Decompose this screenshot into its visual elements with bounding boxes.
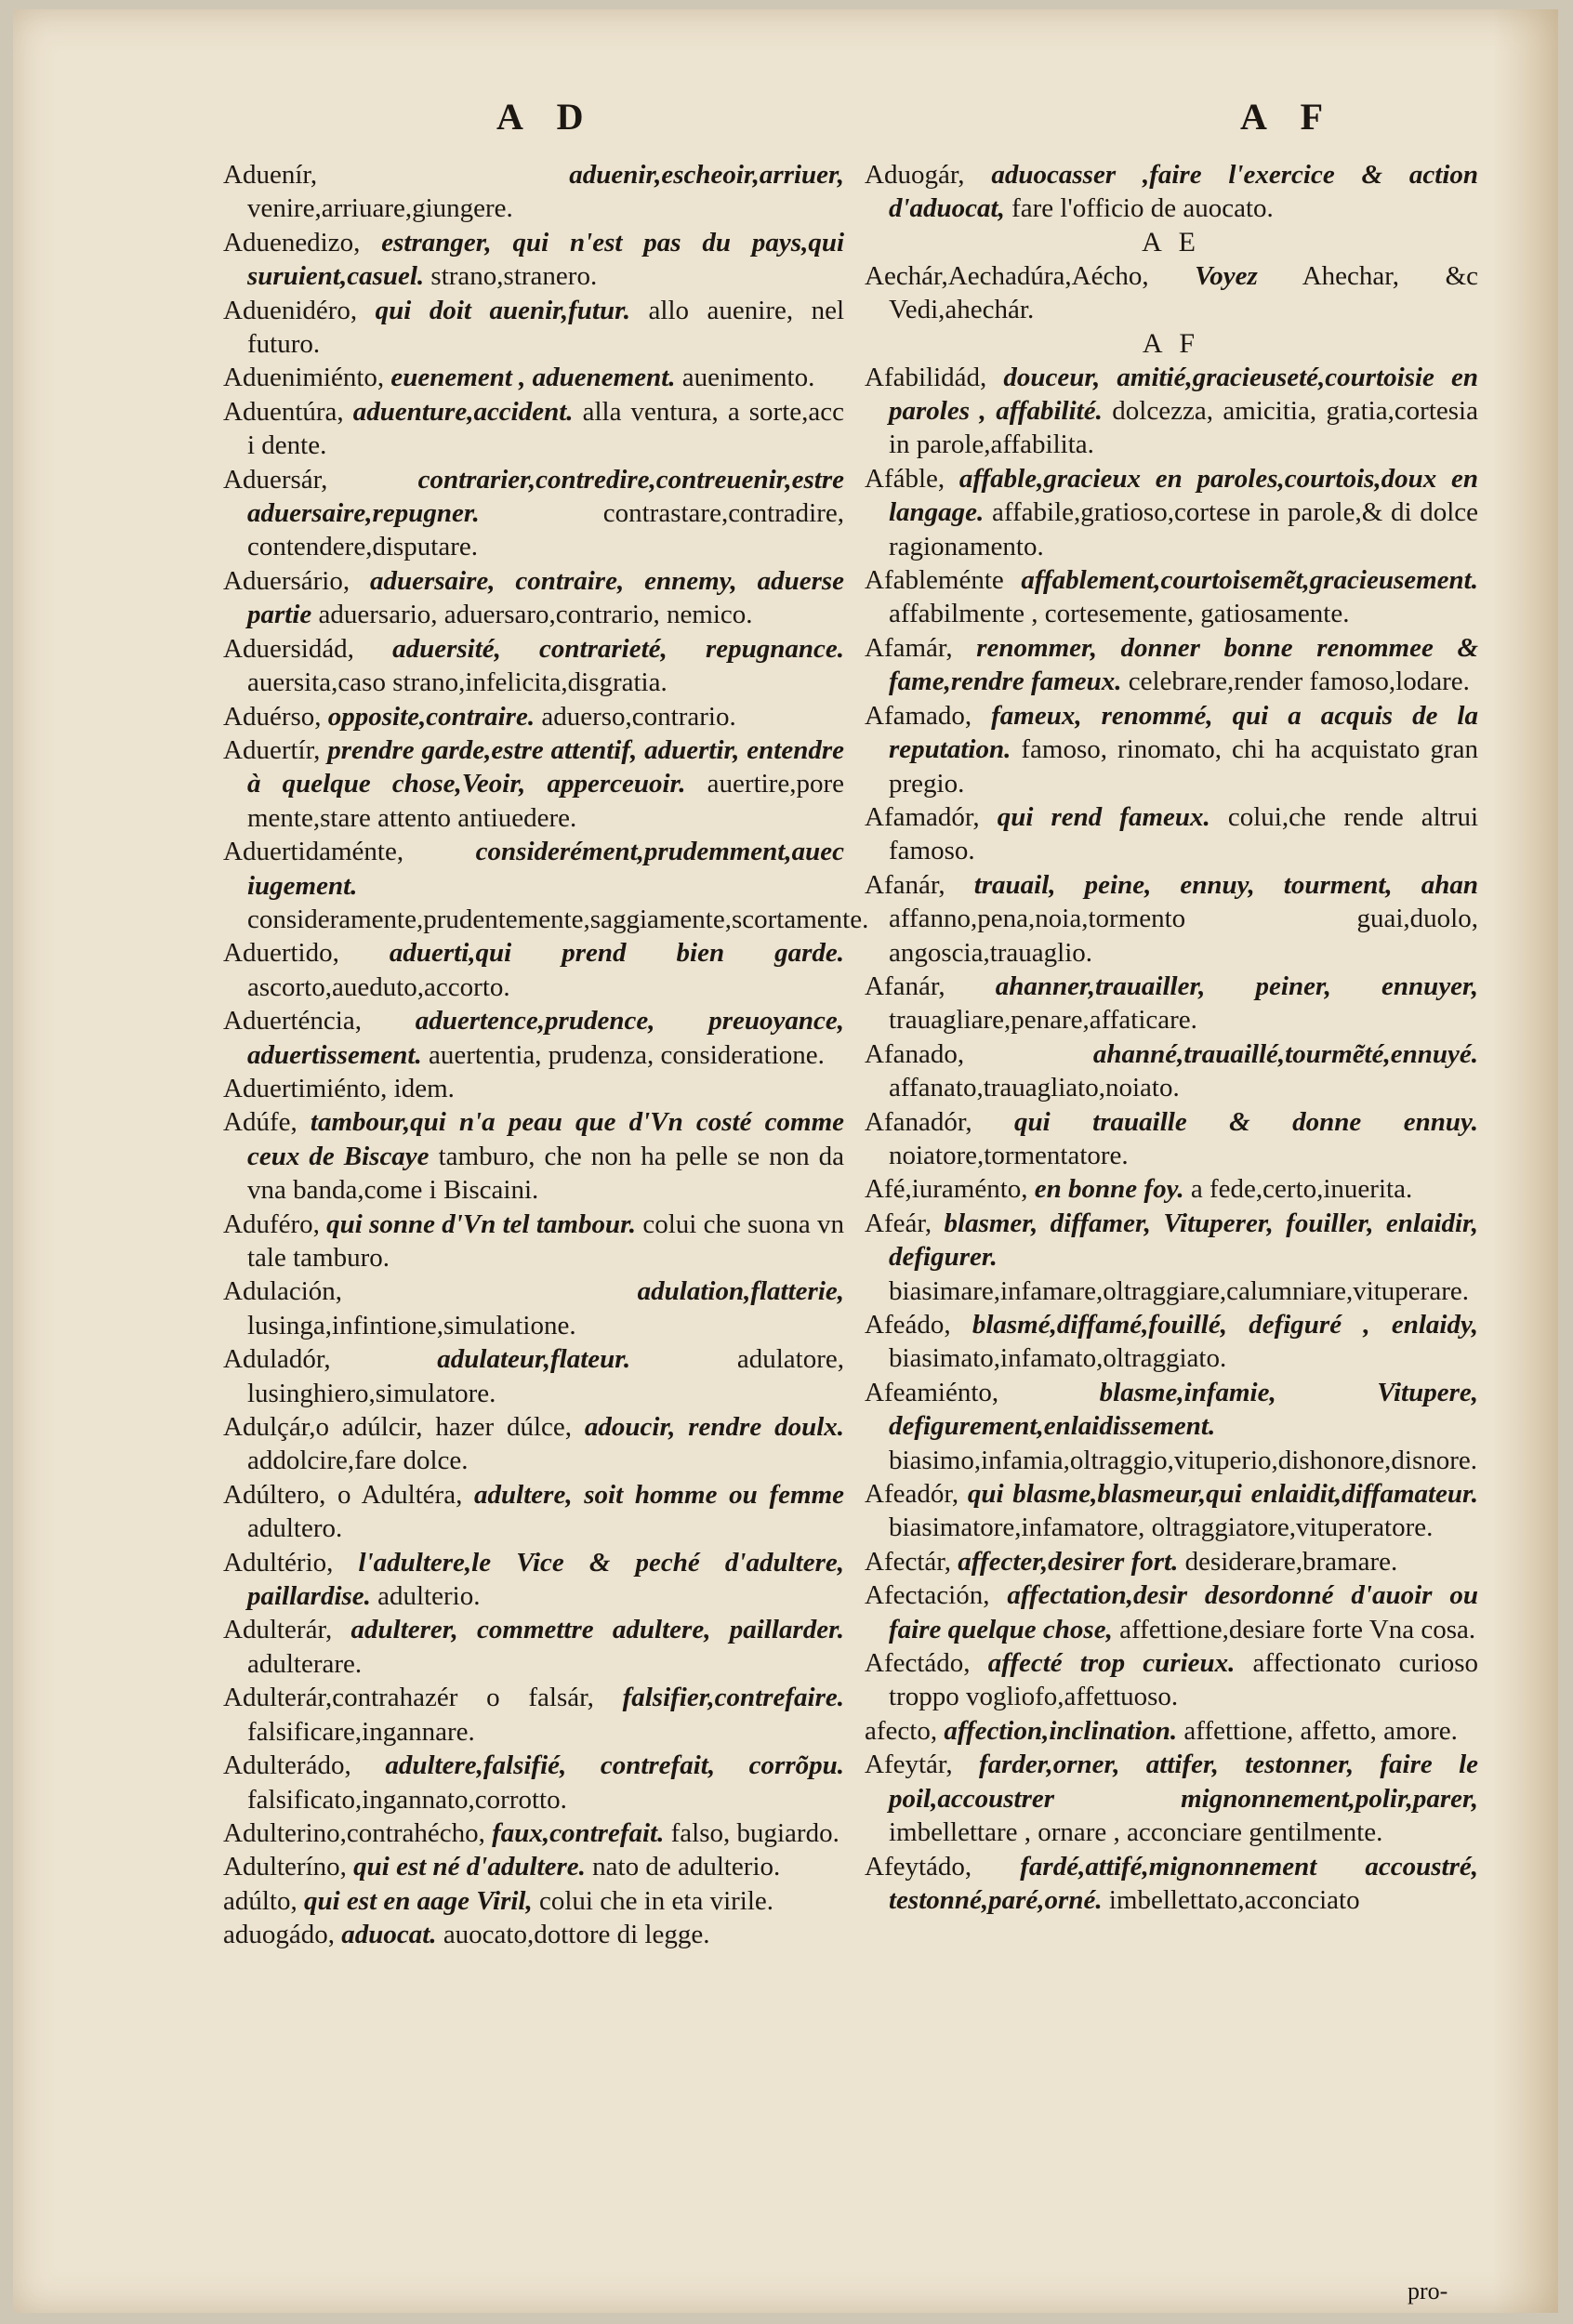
dictionary-entry	[223, 463, 844, 564]
dictionary-entry	[223, 632, 844, 700]
left-column	[223, 158, 869, 1952]
entry-french-gloss: ahanner,trauailler, peiner, ennuyer,	[995, 971, 1478, 1001]
entry-french-gloss: fameux, renommé, qui a acquis de la reputation.	[889, 700, 1478, 765]
entry-italian-gloss: venire,arriuare,giungere.	[247, 193, 513, 224]
entry-italian-gloss: affabilmente , cortesemente, gatiosamente.	[889, 599, 1350, 629]
entry-french-gloss: aduocat.	[341, 1920, 437, 1950]
entry-french-gloss: qui rend fameux.	[997, 801, 1210, 832]
dictionary-entry	[865, 563, 1478, 631]
dictionary-entry	[865, 1308, 1478, 1376]
entry-headword: afecto,	[865, 1715, 938, 1746]
dictionary-entry	[865, 1748, 1478, 1849]
entry-headword: Afanár,	[865, 971, 945, 1001]
entry-italian-gloss: strano,stranero.	[430, 261, 598, 292]
dictionary-entry	[865, 1646, 1478, 1714]
entry-french-gloss: blasmer, diffamer, Vituperer, fouiller, enlaidir, defigurer.	[889, 1208, 1478, 1273]
entry-italian-gloss: fare l'officio de auocato.	[1011, 193, 1274, 224]
entry-headword: Afamár,	[865, 632, 953, 663]
dictionary-entry	[223, 158, 844, 226]
dictionary-entry	[865, 361, 1478, 462]
dictionary-entry	[223, 1546, 844, 1614]
entry-french-gloss: contrarier,contredire,contreuenir,estre aduersaire,repugner.	[247, 464, 844, 529]
entry-italian-gloss: adulatore, lusinghiero,simulatore.	[247, 1344, 844, 1408]
entry-italian-gloss: addolcire,fare dolce.	[247, 1446, 469, 1476]
entry-headword: Afeádo,	[865, 1310, 951, 1340]
entry-headword: Aduertido,	[223, 938, 339, 969]
entry-italian-gloss: auertire,pore mente,stare attento antiuedere.	[247, 769, 844, 833]
entry-french-gloss: qui est né d'adultere.	[353, 1852, 586, 1882]
right-column	[865, 158, 1478, 1917]
entry-french-gloss: qui doit auenir,futur.	[375, 295, 631, 325]
entry-headword: Adúfe,	[223, 1107, 297, 1138]
dictionary-entry	[865, 1376, 1478, 1477]
dictionary-entry	[865, 462, 1478, 563]
entry-french-gloss: adultere,falsifié, contrefait, corrõpu.	[385, 1750, 844, 1781]
entry-italian-gloss: adulterare.	[247, 1648, 363, 1679]
entry-italian-gloss: lusinga,infintione,simulatione.	[247, 1310, 576, 1340]
entry-headword: Aduenidéro,	[223, 295, 358, 325]
dictionary-entry	[223, 1410, 844, 1478]
dictionary-entry	[865, 1545, 1478, 1578]
dictionary-entry	[865, 1850, 1478, 1918]
catchword: pro-	[1408, 2278, 1448, 2304]
entry-french-gloss: aduerti,qui prend bien garde.	[389, 938, 844, 969]
entry-italian-gloss: adulterio.	[377, 1581, 481, 1612]
dictionary-entry	[223, 700, 844, 733]
entry-headword: Afanár,	[865, 869, 945, 900]
dictionary-entry	[223, 835, 869, 936]
running-head-right: A F	[1240, 96, 1337, 138]
dictionary-entry	[223, 1850, 844, 1883]
entry-italian-gloss: famoso, rinomato, chi ha acquistato gran pregio.	[889, 734, 1478, 799]
entry-headword: Afeár,	[865, 1208, 932, 1238]
entry-italian-gloss: biasimato,infamato,oltraggiato.	[889, 1343, 1227, 1374]
entry-italian-gloss: consideramente,prudentemente,saggiamente,scortamente.	[247, 904, 869, 934]
dictionary-entry	[865, 1714, 1478, 1748]
entry-french-gloss: renommer, donner bonne renommee & fame,rendre fameux.	[889, 632, 1478, 697]
dictionary-entry	[223, 1004, 844, 1072]
dictionary-entry	[865, 631, 1478, 699]
dictionary-entry	[223, 1613, 844, 1681]
dictionary-entry	[223, 1342, 844, 1410]
entry-french-gloss: qui trauaille & donne ennuy.	[1014, 1106, 1479, 1137]
entry-italian-gloss: nato de adulterio.	[592, 1852, 781, 1882]
entry-headword: Aduféro,	[223, 1208, 320, 1239]
entry-italian-gloss: affabile,gratioso,cortese in parole,& di dolce ragionamento.	[889, 497, 1478, 561]
entry-headword: Afabilidád,	[865, 362, 987, 392]
dictionary-entry	[223, 1918, 844, 1951]
dictionary-entry	[223, 936, 844, 1004]
entry-headword: Afeamiénto,	[865, 1377, 999, 1407]
entry-headword: Afectár,	[865, 1546, 952, 1577]
entry-headword: Adulación,	[223, 1276, 343, 1307]
entry-italian-gloss: alla ventura, a sorte,acc i dente.	[247, 396, 844, 461]
entry-french-gloss: euenement , aduenement.	[390, 363, 676, 393]
entry-french-gloss: tambour,qui n'a peau que d'Vn costé comme ceux de Biscaye	[247, 1107, 845, 1171]
entry-french-gloss: faux,contrefait.	[492, 1817, 665, 1848]
entry-french-gloss: aduenture,accident.	[352, 396, 574, 427]
entry-french-gloss: fardé,attifé,mignonnement accoustré, testonné,paré,orné.	[889, 1851, 1478, 1915]
entry-headword: Aduersidád,	[223, 633, 354, 664]
dictionary-entry	[223, 1749, 844, 1816]
dictionary-entry	[223, 1478, 844, 1546]
entry-italian-gloss: affanato,trauagliato,noiato.	[889, 1073, 1180, 1103]
entry-italian-gloss: falso, bugiardo.	[670, 1817, 839, 1848]
entry-headword: Adulçár,o adúlcir, hazer dúlce,	[223, 1412, 573, 1443]
entry-french-gloss: trauail, peine, ennuy, tourment, ahan	[973, 869, 1478, 900]
entry-headword: Aduérso,	[223, 701, 322, 732]
dictionary-entry	[865, 259, 1478, 327]
entry-french-gloss: affecter,desirer fort.	[958, 1546, 1179, 1577]
entry-italian-gloss: falsificare,ingannare.	[247, 1716, 475, 1747]
dictionary-entry	[223, 1274, 844, 1342]
entry-french-gloss: affecté trop curieux.	[987, 1648, 1236, 1679]
entry-headword: Aduertimiénto,	[223, 1073, 388, 1103]
entry-headword: Aduersário,	[223, 565, 350, 596]
entry-french-gloss: falsifier,contrefaire.	[622, 1683, 844, 1713]
entry-italian-gloss: imbellettare , ornare , acconciare gentilmente.	[889, 1817, 1383, 1848]
entry-headword: Afectádo,	[865, 1648, 971, 1679]
entry-italian-gloss: allo auenire, nel futuro.	[247, 295, 845, 360]
entry-french-gloss: ahanné,trauaillé,tourmẽté,ennuyé.	[1092, 1038, 1478, 1069]
entry-headword: Aechár,Aechadúra,Aécho,	[865, 260, 1149, 291]
entry-italian-gloss: imbellettato,acconciato	[1108, 1884, 1360, 1915]
entry-french-gloss: aduocasser ,faire l'exercice & action d'aduocat,	[889, 160, 1479, 224]
entry-headword: Aduentúra,	[223, 396, 344, 427]
entry-french-gloss: aduersaire, contraire, ennemy, aduerse partie	[247, 565, 845, 630]
entry-french-gloss: Voyez	[1195, 260, 1258, 291]
entry-italian-gloss: affettione,desiare forte Vna cosa.	[1119, 1614, 1476, 1644]
entry-headword: Aduenimiénto,	[223, 363, 385, 393]
entry-italian-gloss: biasimo,infamia,oltraggio,vituperio,dishonore,disnore.	[889, 1445, 1478, 1475]
entry-french-gloss: affable,gracieux en paroles,courtois,doux en langage.	[889, 463, 1479, 528]
entry-headword: Aduertír,	[223, 734, 321, 765]
entry-italian-gloss: a fede,certo,inuerita.	[1190, 1174, 1413, 1205]
entry-headword: aduogádo,	[223, 1920, 335, 1950]
entry-headword: Afáble,	[865, 463, 945, 494]
entry-headword: adúlto,	[223, 1885, 297, 1916]
entry-italian-gloss: affettione, affetto, amore.	[1183, 1715, 1458, 1746]
entry-italian-gloss: ascorto,aueduto,accorto.	[247, 971, 510, 1002]
entry-italian-gloss: Ahechar, &c Vedi,ahechár.	[889, 260, 1479, 325]
dictionary-entry	[865, 699, 1478, 800]
dictionary-entry	[223, 395, 844, 463]
entry-headword: Afamadór,	[865, 801, 980, 832]
entry-headword: Adúltero, o Adultéra,	[223, 1479, 463, 1510]
entry-italian-gloss: dolcezza, amicitia, gratia,cortesia in parole,affabilita.	[889, 396, 1478, 460]
dictionary-entry	[223, 733, 844, 835]
entry-french-gloss: affectation,desir desordonné d'auoir ou faire quelque chose,	[889, 1580, 1479, 1644]
entry-italian-gloss: aduersario, aduersaro,contrario, nemico.	[318, 600, 753, 630]
entry-italian-gloss: falsificato,ingannato,corrotto.	[247, 1784, 567, 1815]
entry-italian-gloss: biasimare,infamare,oltraggiare,calumniare,vituperare.	[889, 1275, 1469, 1306]
entry-headword: Adulterino,contrahécho,	[223, 1817, 485, 1848]
entry-headword: Aduogár,	[865, 160, 965, 190]
entry-italian-gloss: idem.	[393, 1073, 455, 1103]
dictionary-entry	[223, 1681, 844, 1749]
entry-headword: Adultério,	[223, 1547, 334, 1578]
dictionary-entry	[223, 361, 844, 394]
entry-headword: Aduertidaménte,	[223, 837, 404, 867]
dictionary-entry	[865, 1578, 1478, 1646]
entry-headword: Afanadór,	[865, 1106, 972, 1137]
entry-french-gloss: aduenir,escheoir,arriuer,	[569, 160, 844, 190]
entry-french-gloss: aduertence,prudence, preuoyance, aduertissement.	[247, 1006, 844, 1070]
entry-french-gloss: adulation,flatterie,	[637, 1276, 844, 1307]
entry-headword: Adulterár,	[223, 1615, 333, 1645]
entry-italian-gloss: colui,che rende altrui famoso.	[889, 801, 1479, 866]
entry-french-gloss: qui est en aage Viril,	[304, 1885, 533, 1916]
dictionary-entry	[865, 1037, 1478, 1105]
entry-headword: Adulteríno,	[223, 1852, 347, 1882]
entry-headword: Aduenedizo,	[223, 227, 361, 257]
entry-french-gloss: considerément,prudemment,auec iugement.	[247, 837, 844, 901]
dictionary-entry	[223, 1884, 844, 1918]
entry-french-gloss: douceur, amitié,gracieuseté,courtoisie en paroles , affabilité.	[889, 362, 1478, 427]
entry-headword: Afeytádo,	[865, 1851, 972, 1882]
entry-italian-gloss: tamburo, che non ha pelle se non da vna banda,come i Biscaini.	[247, 1141, 845, 1206]
entry-headword: Afeadór,	[865, 1479, 959, 1510]
dictionary-entry	[223, 1105, 844, 1207]
section-letter-heading: A F	[1142, 327, 1201, 359]
entry-french-gloss: adultere, soit homme ou femme	[474, 1479, 845, 1510]
dictionary-entry	[865, 1172, 1478, 1206]
entry-headword: Adulterádo,	[223, 1750, 351, 1781]
entry-french-gloss: estranger, qui n'est pas du pays,qui suruient,casuel.	[247, 227, 845, 292]
entry-headword: Adulterár,contrahazér o falsár,	[223, 1683, 594, 1713]
entry-french-gloss: affablement,courtoisemẽt,gracieusement.	[1021, 565, 1478, 596]
entry-french-gloss: opposite,contraire.	[327, 701, 535, 732]
entry-italian-gloss: biasimatore,infamatore, oltraggiatore,vituperatore.	[889, 1512, 1434, 1543]
dictionary-entry	[223, 226, 844, 294]
entry-french-gloss: affection,inclination.	[944, 1715, 1178, 1746]
book-page	[13, 9, 1558, 2313]
entry-italian-gloss: trauagliare,penare,affaticare.	[889, 1005, 1197, 1036]
dictionary-entry	[865, 1477, 1478, 1545]
entry-italian-gloss: colui che suona vn tale tamburo.	[247, 1208, 845, 1273]
entry-french-gloss: adoucir, rendre doulx.	[584, 1412, 845, 1443]
entry-italian-gloss: adultero.	[247, 1513, 343, 1544]
entry-headword: Afectación,	[865, 1580, 990, 1611]
entry-italian-gloss: affanno,pena,noia,tormento guai,duolo, angoscia,trauaglio.	[889, 904, 1478, 968]
entry-headword: Aduerténcia,	[223, 1006, 362, 1037]
dictionary-entry	[865, 970, 1478, 1037]
entry-french-gloss: blasme,infamie, Vitupere, defigurement,enlaidissement.	[889, 1377, 1478, 1442]
dictionary-entry	[865, 868, 1478, 970]
entry-italian-gloss: noiatore,tormentatore.	[889, 1140, 1129, 1170]
entry-french-gloss: qui sonne d'Vn tel tambour.	[326, 1208, 637, 1239]
entry-italian-gloss: auersita,caso strano,infelicita,disgratia.	[247, 667, 668, 698]
dictionary-entry	[865, 1105, 1478, 1173]
entry-french-gloss: en bonne foy.	[1034, 1174, 1184, 1205]
entry-french-gloss: l'adultere,le Vice & peché d'adultere, paillardise.	[247, 1547, 844, 1612]
entry-headword: Aduladór,	[223, 1344, 331, 1375]
entry-french-gloss: adulterer, commettre adultere, paillarder.	[350, 1615, 845, 1645]
entry-headword: Afableménte	[865, 565, 1004, 596]
entry-italian-gloss: contrastare,contradire, contendere,disputare.	[247, 498, 844, 562]
entry-french-gloss: prendre garde,estre attentif, aduertir, entendre à quelque chose,Veoir, apperceuoir.	[247, 734, 844, 799]
section-letter-heading: A E	[1142, 226, 1201, 257]
dictionary-entry	[223, 1208, 844, 1275]
dictionary-entry	[223, 294, 844, 362]
entry-headword: Afé,iuraménto,	[865, 1174, 1028, 1205]
entry-headword: Afamado,	[865, 700, 972, 731]
running-head-left: A D	[496, 96, 597, 138]
entry-headword: Afeytár,	[865, 1750, 953, 1780]
entry-italian-gloss: celebrare,render famoso,lodare.	[1128, 667, 1470, 697]
entry-italian-gloss: desiderare,bramare.	[1184, 1546, 1398, 1577]
entry-italian-gloss: auertentia, prudenza, consideratione.	[428, 1039, 825, 1070]
entry-french-gloss: farder,orner, attifer, testonner, faire le poil,accoustrer mignonnement,polir,parer,	[889, 1750, 1479, 1814]
entry-french-gloss: aduersité, contrarieté, repugnance.	[392, 633, 844, 664]
dictionary-entry	[865, 800, 1478, 868]
entry-italian-gloss: auocato,dottore di legge.	[443, 1920, 710, 1950]
entry-headword: Aduersár,	[223, 464, 328, 495]
entry-headword: Aduenír,	[223, 160, 318, 190]
dictionary-entry	[865, 158, 1478, 226]
entry-italian-gloss: auenimento.	[681, 363, 815, 393]
entry-french-gloss: qui blasme,blasmeur,qui enlaidit,diffamateur.	[967, 1479, 1478, 1510]
entry-headword: Afanado,	[865, 1038, 965, 1069]
entry-french-gloss: blasmé,diffamé,fouillé, defiguré , enlaidy,	[972, 1310, 1478, 1340]
entry-italian-gloss: colui che in eta virile.	[538, 1885, 774, 1916]
dictionary-entry	[223, 1072, 844, 1105]
dictionary-entry	[865, 1207, 1478, 1308]
dictionary-entry	[223, 564, 844, 632]
entry-french-gloss: adulateur,flateur.	[437, 1344, 631, 1375]
dictionary-entry	[223, 1816, 844, 1850]
entry-italian-gloss: affectionato curioso troppo vogliofo,affettuoso.	[889, 1648, 1479, 1712]
entry-italian-gloss: aduerso,contrario.	[541, 701, 736, 732]
